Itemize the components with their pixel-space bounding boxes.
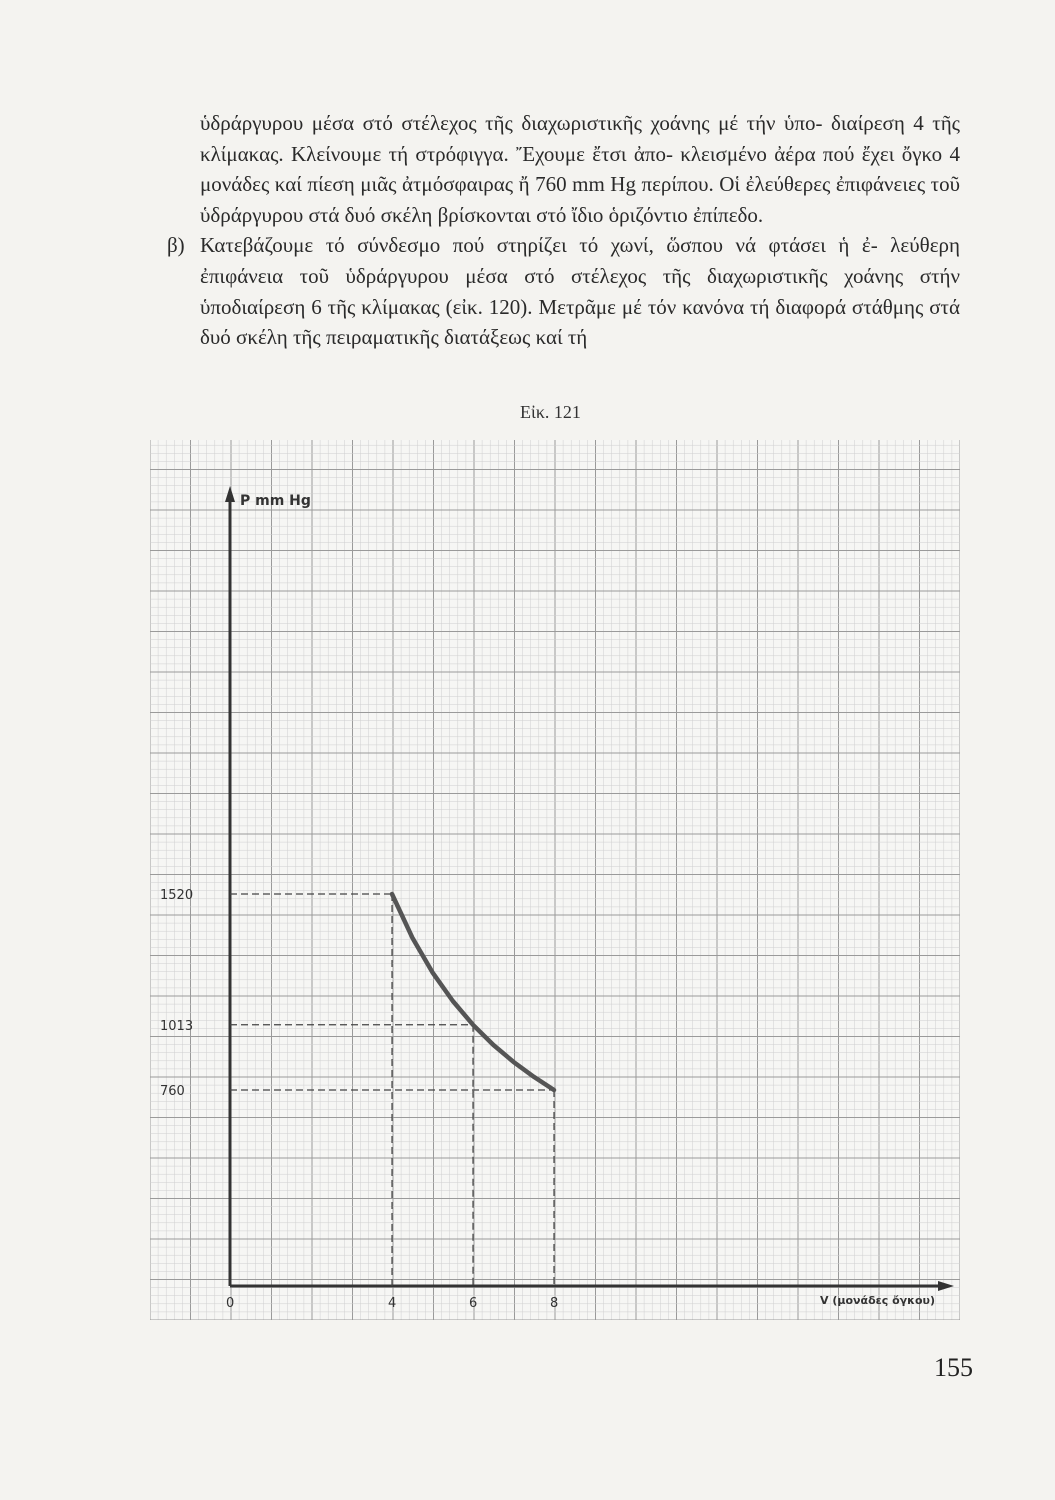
y-axis-label: P mm Hg bbox=[240, 493, 311, 509]
x-tick-label: 0 bbox=[226, 1296, 235, 1311]
text-line: Κατεβάζουμε τό σύνδεσμο πού στηρίζει τό χωνί, ὥσπου νά φτάσει ἡ ἐ- bbox=[200, 233, 878, 258]
figure-121 bbox=[150, 440, 960, 1325]
graph-paper-grid bbox=[150, 440, 960, 1320]
text-line: ὑδράργυρου μέσα στό στέλεχος τῆς διαχωριστικῆς χοάνης μέ τήν ὑπο- bbox=[200, 111, 823, 135]
text-line: 760 mm Hg περίπου. Οἱ ἐλεύθερες ἐπιφάνειες τοῦ ὑδράργυρου στά δυό bbox=[200, 172, 960, 227]
x-tick-label: 8 bbox=[550, 1296, 559, 1311]
text-line: κλεισμένο ἀέρα πού ἔχει ὄγκο 4 μονάδες καί πίεση μιᾶς ἀτμόσφαιρας ἤ bbox=[200, 141, 960, 197]
text-line: χοάνης στήν ὑποδιαίρεση 6 τῆς κλίμακας (εἰκ. 120). Μετρᾶμε μέ τόν κανόνα bbox=[200, 263, 960, 319]
paragraph-marker: β) bbox=[167, 233, 185, 258]
y-tick-label: 1520 bbox=[160, 888, 194, 903]
text-line: τή διαφορά στάθμης στά δυό σκέλη τῆς πειραματικῆς διατάξεως καί τή bbox=[200, 294, 960, 350]
paragraph-b bbox=[167, 230, 960, 352]
y-tick-label: 1013 bbox=[160, 1018, 194, 1034]
x-axis-label: V (μονάδες ὄγκου) bbox=[820, 1294, 935, 1307]
x-tick-label: 4 bbox=[388, 1296, 397, 1311]
text-line: σκέλη βρίσκονται στό ἴδιο ὁριζόντιο ἐπίπεδο. bbox=[380, 202, 764, 227]
paragraph-a bbox=[200, 108, 960, 230]
page-number: 155 bbox=[934, 1353, 973, 1382]
body-text bbox=[167, 108, 961, 353]
pv-chart bbox=[150, 440, 960, 1320]
x-tick-label: 6 bbox=[469, 1296, 478, 1311]
text-line: διαίρεση 4 τῆς κλίμακας. Κλείνουμε τή στρόφιγγα. Ἔχουμε ἔτσι ἀπο- bbox=[200, 111, 961, 166]
text-line: λεύθερη ἐπιφάνεια τοῦ ὑδράργυρου μέσα στό στέλεχος τῆς διαχωριστικῆς bbox=[200, 233, 960, 288]
figure-caption: Εἰκ. 121 bbox=[520, 402, 581, 422]
y-tick-label: 760 bbox=[160, 1084, 185, 1099]
